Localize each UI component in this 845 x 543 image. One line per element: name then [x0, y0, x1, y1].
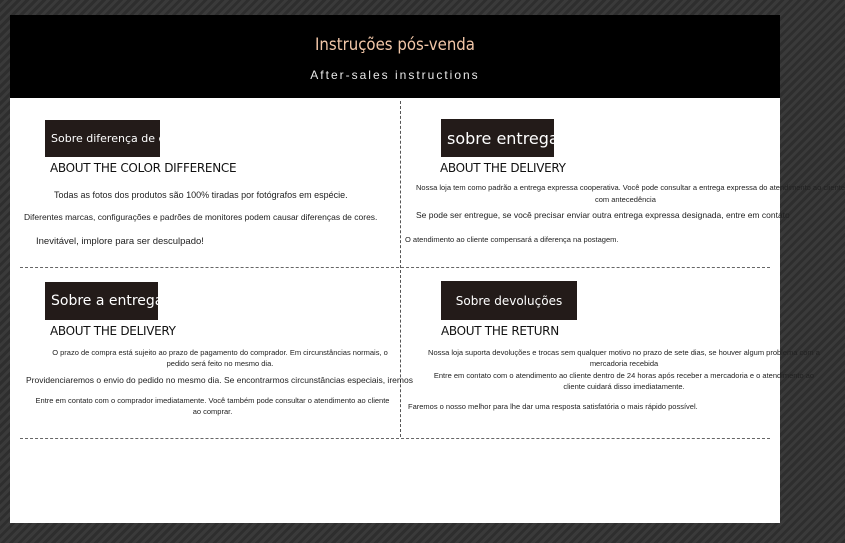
section-tag: Sobre a entrega [45, 282, 158, 320]
section-tag: Sobre diferença de cor [45, 120, 160, 157]
section-text-line: Todas as fotos dos produtos são 100% tiradas por fotógrafos em espécie. [54, 190, 348, 200]
page-subtitle: After-sales instructions [310, 68, 480, 82]
section-text-line: Providenciaremos o envio do pedido no mesmo dia. Se encontrarmos circunstâncias especiais, iremos [26, 375, 413, 385]
vertical-divider [400, 101, 401, 437]
section-text-line: Nossa loja suporta devoluções e trocas sem qualquer motivo no prazo de sete dias, se houver algum problema com a mercadoria recebida [428, 348, 820, 368]
page-title: Instruções pós-venda [315, 35, 475, 55]
header-banner [10, 15, 780, 98]
section-text-line: Diferentes marcas, configurações e padrões de monitores podem causar diferenças de cores. [24, 212, 378, 222]
section-heading: ABOUT THE DELIVERY [440, 161, 566, 175]
horizontal-divider-bottom [20, 438, 770, 439]
section-text-line: com antecedência [595, 195, 656, 204]
horizontal-divider-middle [20, 267, 770, 268]
after-sales-card [10, 15, 845, 523]
section-text-line: Entre em contato com o atendimento ao cliente dentro de 24 horas após receber a mercadoria e o atendimento ao cliente cuidará disso imediatamente. [433, 371, 815, 391]
section-text-line: O prazo de compra está sujeito ao prazo de pagamento do comprador. Em circunstâncias normais, o pedido será feito no mesmo dia. [52, 348, 388, 368]
section-tag: sobre entrega [441, 119, 554, 157]
section-text-line: O atendimento ao cliente compensará a diferença na postagem. [405, 235, 619, 244]
section-heading: ABOUT THE COLOR DIFFERENCE [50, 161, 237, 175]
section-heading: ABOUT THE RETURN [441, 324, 559, 338]
section-heading: ABOUT THE DELIVERY [50, 324, 176, 338]
section-text-line: Nossa loja tem como padrão a entrega expressa cooperativa. Você pode consultar a entrega expressa do atendimento ao cliente [416, 183, 845, 192]
section-text-line: Entre em contato com o comprador imediatamente. Você também pode consultar o atendimento ao cliente ao comprar. [35, 396, 390, 416]
section-tag: Sobre devoluções [441, 281, 577, 320]
section-text-line: Faremos o nosso melhor para lhe dar uma resposta satisfatória o mais rápido possível. [408, 402, 698, 411]
section-text-line: Se pode ser entregue, se você precisar enviar outra entrega expressa designada, entre em contato [416, 210, 790, 220]
section-text-line: Inevitável, implore para ser desculpado! [36, 236, 204, 247]
